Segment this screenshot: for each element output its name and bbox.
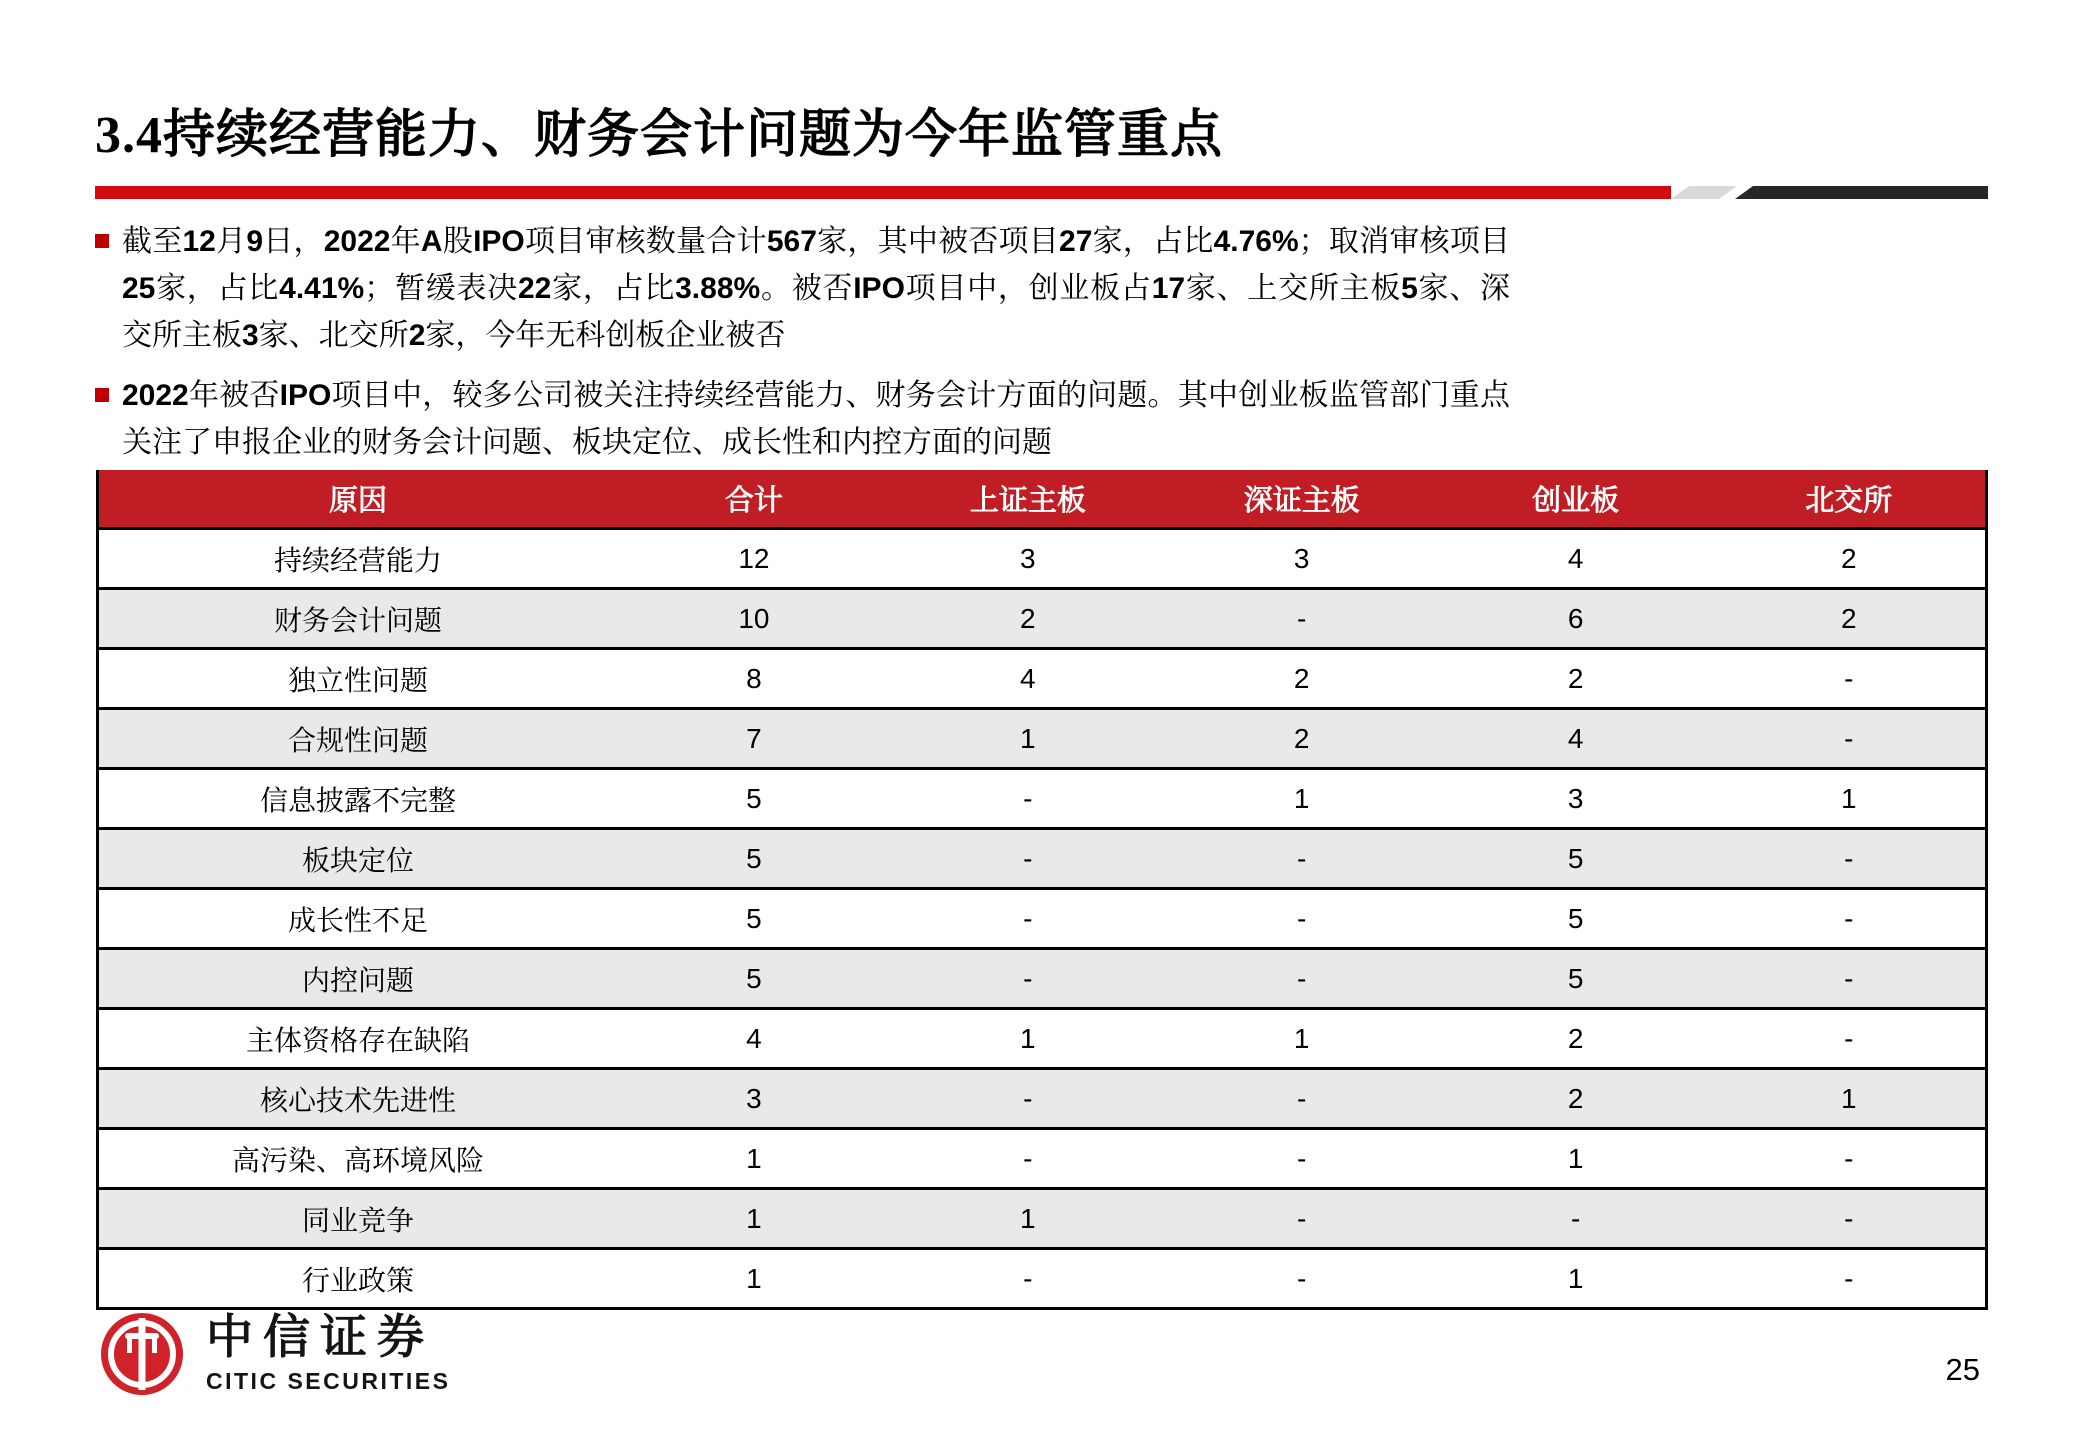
value-cell: 3: [617, 1069, 891, 1129]
value-cell: -: [891, 829, 1165, 889]
value-cell: -: [1713, 829, 1987, 889]
value-cell: 1: [1165, 1009, 1439, 1069]
value-cell: 1: [1165, 769, 1439, 829]
reason-cell: 同业竞争: [98, 1189, 617, 1249]
value-cell: 2: [1439, 1069, 1713, 1129]
value-cell: -: [1713, 889, 1987, 949]
table-header-row: [98, 470, 1987, 529]
value-cell: -: [1713, 949, 1987, 1009]
value-cell: -: [1165, 889, 1439, 949]
page-title: 3.4持续经营能力、财务会计问题为今年监管重点: [95, 107, 1224, 164]
table-body: [98, 529, 1987, 1309]
footer-brand: [100, 1312, 450, 1396]
brand-name-cn: 中信证券: [206, 1312, 434, 1364]
column-header-total: 合计: [617, 470, 891, 529]
reason-cell: 合规性问题: [98, 709, 617, 769]
value-cell: 1: [1713, 1069, 1987, 1129]
table-row: [98, 1129, 1987, 1189]
value-cell: 6: [1439, 589, 1713, 649]
value-cell: 4: [891, 649, 1165, 709]
value-cell: 3: [1165, 529, 1439, 589]
value-cell: 3: [891, 529, 1165, 589]
column-header-chinext: 创业板: [1439, 470, 1713, 529]
value-cell: -: [1713, 1009, 1987, 1069]
value-cell: 5: [1439, 949, 1713, 1009]
column-header-szse-main: 深证主板: [1165, 470, 1439, 529]
value-cell: 2: [1713, 529, 1987, 589]
column-header-reason: 原因: [98, 470, 617, 529]
reason-cell: 行业政策: [98, 1249, 617, 1309]
value-cell: 2: [1439, 649, 1713, 709]
value-cell: 2: [1165, 649, 1439, 709]
divider-bar-red-segment: [95, 186, 1671, 199]
value-cell: 2: [891, 589, 1165, 649]
value-cell: -: [1165, 1069, 1439, 1129]
value-cell: -: [891, 1069, 1165, 1129]
value-cell: -: [1713, 649, 1987, 709]
value-cell: -: [891, 1129, 1165, 1189]
citic-logo-icon: [100, 1312, 184, 1396]
value-cell: 10: [617, 589, 891, 649]
value-cell: 1: [617, 1249, 891, 1309]
table-row: [98, 1189, 1987, 1249]
value-cell: -: [1713, 1189, 1987, 1249]
value-cell: 8: [617, 649, 891, 709]
value-cell: 2: [1713, 589, 1987, 649]
column-header-sse-main: 上证主板: [891, 470, 1165, 529]
value-cell: 5: [1439, 889, 1713, 949]
table-row: [98, 589, 1987, 649]
bullet-text: 截至12月9日，2022年A股IPO项目审核数量合计567家，其中被否项目27家，占比4.76%；取消审核项目25家，占比4.41%；暂缓表决22家，占比3.88%。被否IPO项目中，创业板占17家、上交所主板5家、深交所主板3家、北交所2家，今年无科创板企业被否: [122, 225, 1511, 352]
table-row: [98, 1009, 1987, 1069]
value-cell: 1: [617, 1129, 891, 1189]
column-header-bse: 北交所: [1713, 470, 1987, 529]
table-row: [98, 769, 1987, 829]
value-cell: 2: [1439, 1009, 1713, 1069]
value-cell: -: [891, 769, 1165, 829]
reason-cell: 信息披露不完整: [98, 769, 617, 829]
brand-name-en: CITIC SECURITIES: [206, 1368, 451, 1394]
value-cell: -: [1713, 709, 1987, 769]
rejection-reasons-table: [96, 470, 1988, 1310]
value-cell: 1: [617, 1189, 891, 1249]
value-cell: 1: [1439, 1249, 1713, 1309]
value-cell: 5: [617, 949, 891, 1009]
value-cell: 4: [617, 1009, 891, 1069]
table-row: [98, 1249, 1987, 1309]
value-cell: 5: [1439, 829, 1713, 889]
value-cell: 1: [891, 1189, 1165, 1249]
table-row: [98, 709, 1987, 769]
bullet-square-icon: [95, 388, 109, 402]
table-row: [98, 889, 1987, 949]
value-cell: 1: [891, 709, 1165, 769]
table-row: [98, 949, 1987, 1009]
value-cell: 5: [617, 829, 891, 889]
value-cell: -: [891, 949, 1165, 1009]
value-cell: 4: [1439, 529, 1713, 589]
value-cell: -: [1165, 589, 1439, 649]
value-cell: -: [1165, 1189, 1439, 1249]
reason-cell: 核心技术先进性: [98, 1069, 617, 1129]
bullet-square-icon: [95, 234, 109, 248]
value-cell: -: [1165, 949, 1439, 1009]
value-cell: 1: [891, 1009, 1165, 1069]
value-cell: 7: [617, 709, 891, 769]
reason-cell: 持续经营能力: [98, 529, 617, 589]
value-cell: -: [1165, 829, 1439, 889]
value-cell: 5: [617, 769, 891, 829]
value-cell: -: [891, 1249, 1165, 1309]
value-cell: 12: [617, 529, 891, 589]
value-cell: -: [1713, 1129, 1987, 1189]
page-number: 25: [1945, 1352, 1980, 1387]
value-cell: 5: [617, 889, 891, 949]
reason-cell: 板块定位: [98, 829, 617, 889]
reason-cell: 高污染、高环境风险: [98, 1129, 617, 1189]
table-row: [98, 829, 1987, 889]
bullet-item: [95, 218, 1510, 359]
value-cell: -: [1165, 1249, 1439, 1309]
reason-cell: 财务会计问题: [98, 589, 617, 649]
value-cell: 3: [1439, 769, 1713, 829]
value-cell: -: [1165, 1129, 1439, 1189]
reason-cell: 独立性问题: [98, 649, 617, 709]
divider-bar-dark-segment: [1735, 186, 1988, 199]
table-row: [98, 649, 1987, 709]
table-row: [98, 1069, 1987, 1129]
value-cell: 4: [1439, 709, 1713, 769]
value-cell: 2: [1165, 709, 1439, 769]
value-cell: -: [1439, 1189, 1713, 1249]
reason-cell: 内控问题: [98, 949, 617, 1009]
value-cell: 1: [1439, 1129, 1713, 1189]
value-cell: -: [1713, 1249, 1987, 1309]
bullet-item: [95, 372, 1510, 466]
reason-cell: 主体资格存在缺陷: [98, 1009, 617, 1069]
reason-cell: 成长性不足: [98, 889, 617, 949]
divider-bar-gray-segment: [1671, 186, 1737, 199]
table-row: [98, 529, 1987, 589]
bullet-text: 2022年被否IPO项目中，较多公司被关注持续经营能力、财务会计方面的问题。其中创业板监管部门重点关注了申报企业的财务会计问题、板块定位、成长性和内控方面的问题: [122, 379, 1510, 459]
value-cell: 1: [1713, 769, 1987, 829]
value-cell: -: [891, 889, 1165, 949]
